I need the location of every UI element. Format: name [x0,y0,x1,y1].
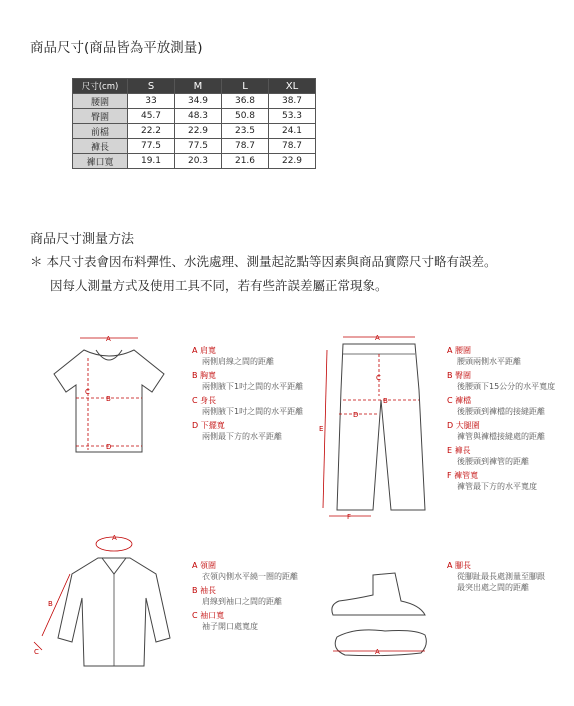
mark-c: C [34,648,39,656]
legend-name: 腰圍 [455,346,472,355]
legend-item [192,345,303,367]
table-cell: 77.5 [128,139,175,154]
column-header: XL [269,79,316,94]
mark-a: A [375,334,380,342]
legend-letter: F [447,471,452,480]
tshirt-legend [192,345,303,445]
table-cell: 22.9 [175,124,222,139]
legend-desc: 褲管最下方的水平寬度 [457,482,537,491]
legend-item [192,395,303,417]
row-header: 褲長 [73,139,128,154]
legend-item [447,370,555,392]
legend-letter: B [192,586,198,595]
table-cell: 34.9 [175,94,222,109]
column-header: L [222,79,269,94]
row-header: 腰圍 [73,94,128,109]
page-title: 商品尺寸(商品皆為平放測量) [30,40,203,56]
table-cell: 33 [128,94,175,109]
legend-name: 身長 [200,396,217,405]
mark-a: A [375,648,380,656]
mark-e: E [319,425,324,433]
table-cell: 77.5 [175,139,222,154]
legend-name: 褲長 [454,446,471,455]
pants-outline [337,344,425,510]
disclaimer-line-1: ＊ 本尺寸表會因布料彈性、水洗處理、測量起訖點等因素與商品實際尺寸略有誤差。 [30,254,497,269]
legend-letter: A [192,561,198,570]
legend-desc: 兩側肩線之間的距離 [202,357,274,366]
pants-legend [447,345,555,495]
legend-letter: E [447,446,453,455]
legend-desc: 褲管與褲檔接縫處的距離 [457,432,545,441]
table-row [73,139,316,154]
legend-item [447,420,555,442]
row-header: 前檔 [73,124,128,139]
table-row [73,124,316,139]
table-header-row [73,79,316,94]
legend-desc: 衣領內側水平繞一圈的距離 [202,572,298,581]
table-cell: 78.7 [222,139,269,154]
mark-c: C [85,388,90,396]
mark-c: C [376,374,381,382]
tshirt-diagram [44,330,174,460]
legend-letter: B [447,371,453,380]
mark-b: B [106,395,111,403]
legend-item [192,610,298,632]
legend-item [192,585,298,607]
row-header: 臀圍 [73,109,128,124]
legend-letter: A [447,346,453,355]
foot-diagram [325,565,430,675]
table-cell: 24.1 [269,124,316,139]
table-cell: 21.6 [222,154,269,169]
table-cell: 50.8 [222,109,269,124]
legend-name: 褲檔 [455,396,472,405]
table-cell: 22.9 [269,154,316,169]
legend-letter: A [447,561,453,570]
table-row [73,154,316,169]
table-cell: 19.1 [128,154,175,169]
legend-desc: 肩線到袖口之間的距離 [202,597,282,606]
legend-item [447,470,555,492]
legend-name: 臀圍 [455,371,472,380]
legend-item [192,560,298,582]
legend-desc: 後腰頭到褲管的距離 [457,457,529,466]
legend-letter: D [192,421,199,430]
column-header: M [175,79,222,94]
legend-name: 袖長 [200,586,217,595]
table-cell: 48.3 [175,109,222,124]
legend-letter: C [192,396,198,405]
legend-item [447,560,545,593]
legend-desc: 最突出處之間的距離 [457,583,529,592]
size-table [72,78,316,169]
legend-item [447,445,555,467]
table-cell: 22.2 [128,124,175,139]
mark-a: A [112,534,117,542]
legend-item [192,370,303,392]
legend-name: 胸寬 [200,371,217,380]
legend-desc: 兩側最下方的水平距離 [202,432,282,441]
legend-item [192,420,303,442]
row-header: 褲口寬 [73,154,128,169]
legend-name: 袖口寬 [200,611,225,620]
table-cell: 78.7 [269,139,316,154]
legend-desc: 腰頭兩側水平距離 [457,357,521,366]
legend-desc: 袖子開口處寬度 [202,622,258,631]
legend-desc: 兩側腋下1吋之間的水平距離 [202,407,304,416]
table-corner-header: 尺寸(cm) [73,79,128,94]
mark-d: D [353,411,359,419]
table-cell: 45.7 [128,109,175,124]
table-cell: 23.5 [222,124,269,139]
foot-sole-outline [335,630,426,656]
legend-desc: 兩側腋下1吋之間的水平距離 [202,382,304,391]
shirt-legend [192,560,298,635]
pants-diagram [315,330,430,525]
method-title: 商品尺寸測量方法 [30,232,135,247]
legend-letter: C [447,396,453,405]
legend-name: 肩寬 [200,346,217,355]
foot-side-outline [332,573,425,615]
table-cell: 20.3 [175,154,222,169]
table-row [73,94,316,109]
mark-f: F [347,513,352,521]
legend-name: 褲管寬 [454,471,479,480]
column-header: S [128,79,175,94]
legend-desc: 後腰頭到褲檔的接縫距離 [457,407,545,416]
legend-item [447,395,555,417]
legend-letter: C [192,611,198,620]
mark-d: D [106,443,112,451]
table-cell: 36.8 [222,94,269,109]
foot-legend [447,560,545,596]
mark-a: A [106,335,111,343]
mark-b: B [383,397,388,405]
legend-desc: 從腳趾最長處測量至腳跟 [457,572,545,581]
table-cell: 38.7 [269,94,316,109]
shirt-diagram [28,528,178,678]
legend-desc: 後腰頭下15公分的水平寬度 [457,382,556,391]
table-row [73,109,316,124]
legend-name: 領圍 [200,561,217,570]
legend-name: 下擺寬 [200,421,225,430]
legend-letter: D [447,421,454,430]
table-cell: 53.3 [269,109,316,124]
legend-letter: B [192,371,198,380]
legend-name: 大腿圍 [455,421,480,430]
mark-b: B [48,600,53,608]
legend-item [447,345,555,367]
disclaimer-line-2: 因每人測量方式及使用工具不同，若有些許誤差屬正常現象。 [50,278,388,293]
legend-name: 腳長 [455,561,472,570]
legend-letter: A [192,346,198,355]
